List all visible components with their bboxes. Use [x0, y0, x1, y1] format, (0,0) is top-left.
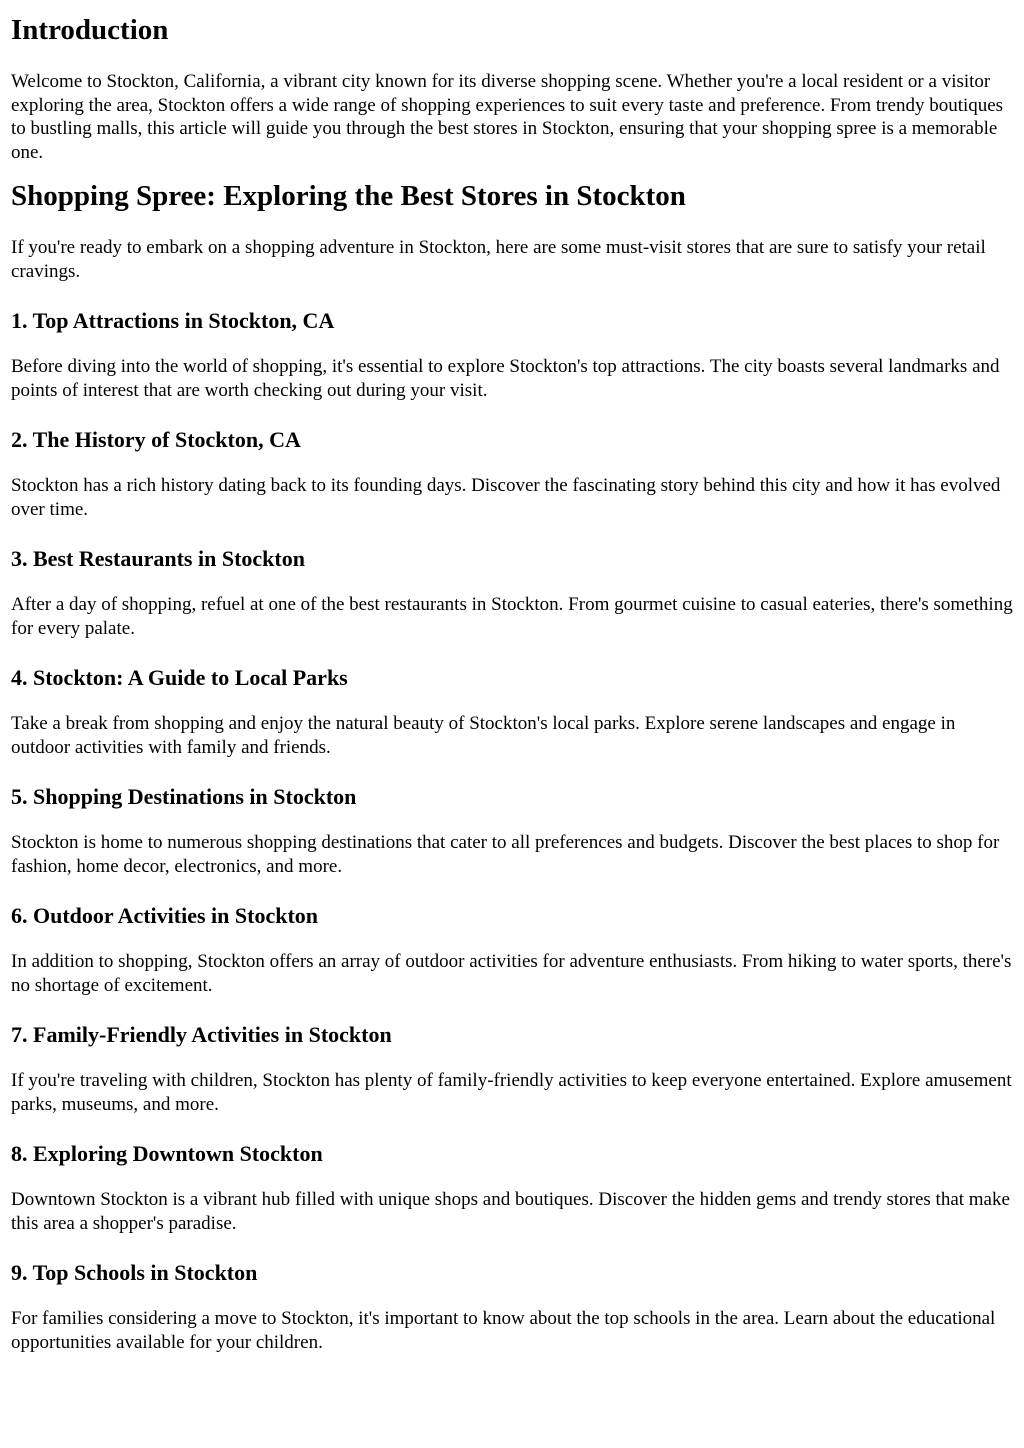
section-paragraph: If you're traveling with children, Stockton has plenty of family-friendly activities to keep everyone entertained. Explore amusement parks, museums, and more.: [11, 1070, 1012, 1115]
section-shopping-destinations: [11, 783, 1013, 878]
section-heading: 6. Outdoor Activities in Stockton: [11, 903, 319, 928]
section-heading: 8. Exploring Downtown Stockton: [11, 1141, 323, 1166]
section-heading: 5. Shopping Destinations in Stockton: [11, 784, 357, 809]
section-heading: 1. Top Attractions in Stockton, CA: [11, 308, 335, 333]
section-heading: 4. Stockton: A Guide to Local Parks: [11, 665, 348, 690]
section-paragraph: Take a break from shopping and enjoy the natural beauty of Stockton's local parks. Explore serene landscapes and engage in outdoor activities with family and friends.: [11, 713, 956, 758]
shopping-spree-paragraph: If you're ready to embark on a shopping adventure in Stockton, here are some must-visit stores that are sure to satisfy your retail cravings.: [11, 237, 986, 282]
section-local-parks: [11, 664, 1013, 759]
intro-section: [11, 12, 1013, 164]
section-schools: [11, 1259, 1013, 1354]
section-outdoor-activities: [11, 902, 1013, 997]
section-paragraph: Downtown Stockton is a vibrant hub filled with unique shops and boutiques. Discover the hidden gems and trendy stores that make this area a shopper's paradise.: [11, 1189, 1010, 1234]
section-paragraph: For families considering a move to Stockton, it's important to know about the top schools in the area. Learn about the educational opportunities available for your children.: [11, 1308, 996, 1353]
section-family-activities: [11, 1021, 1013, 1116]
section-heading: 9. Top Schools in Stockton: [11, 1260, 258, 1285]
intro-heading: Introduction: [11, 14, 169, 46]
shopping-spree-section: [11, 178, 1013, 283]
section-paragraph: Stockton has a rich history dating back to its founding days. Discover the fascinating story behind this city and how it has evolved over time.: [11, 475, 1001, 520]
section-paragraph: In addition to shopping, Stockton offers an array of outdoor activities for adventure enthusiasts. From hiking to water sports, there's no shortage of excitement.: [11, 951, 1012, 996]
section-heading: 2. The History of Stockton, CA: [11, 427, 301, 452]
shopping-spree-heading: Shopping Spree: Exploring the Best Stores in Stockton: [11, 180, 686, 212]
intro-paragraph: Welcome to Stockton, California, a vibrant city known for its diverse shopping scene. Whether you're a local resident or a visitor exploring the area, Stockton offers a wide range of shopping experiences to suit every taste and preference. From trendy boutiques to bustling malls, this article will guide you through the best stores in Stockton, ensuring that your shopping spree is a memorable one.: [11, 71, 1004, 163]
section-paragraph: Stockton is home to numerous shopping destinations that cater to all preferences and budgets. Discover the best places to shop for fashion, home decor, electronics, and more.: [11, 832, 1000, 877]
section-top-attractions: [11, 307, 1013, 402]
section-restaurants: [11, 545, 1013, 640]
section-history: [11, 426, 1013, 521]
section-paragraph: Before diving into the world of shopping, it's essential to explore Stockton's top attractions. The city boasts several landmarks and points of interest that are worth checking out during your visit.: [11, 356, 1000, 401]
section-downtown: [11, 1140, 1013, 1235]
section-heading: 3. Best Restaurants in Stockton: [11, 546, 305, 571]
section-paragraph: After a day of shopping, refuel at one of the best restaurants in Stockton. From gourmet cuisine to casual eateries, there's something for every palate.: [11, 594, 1013, 639]
section-heading: 7. Family-Friendly Activities in Stockton: [11, 1022, 392, 1047]
